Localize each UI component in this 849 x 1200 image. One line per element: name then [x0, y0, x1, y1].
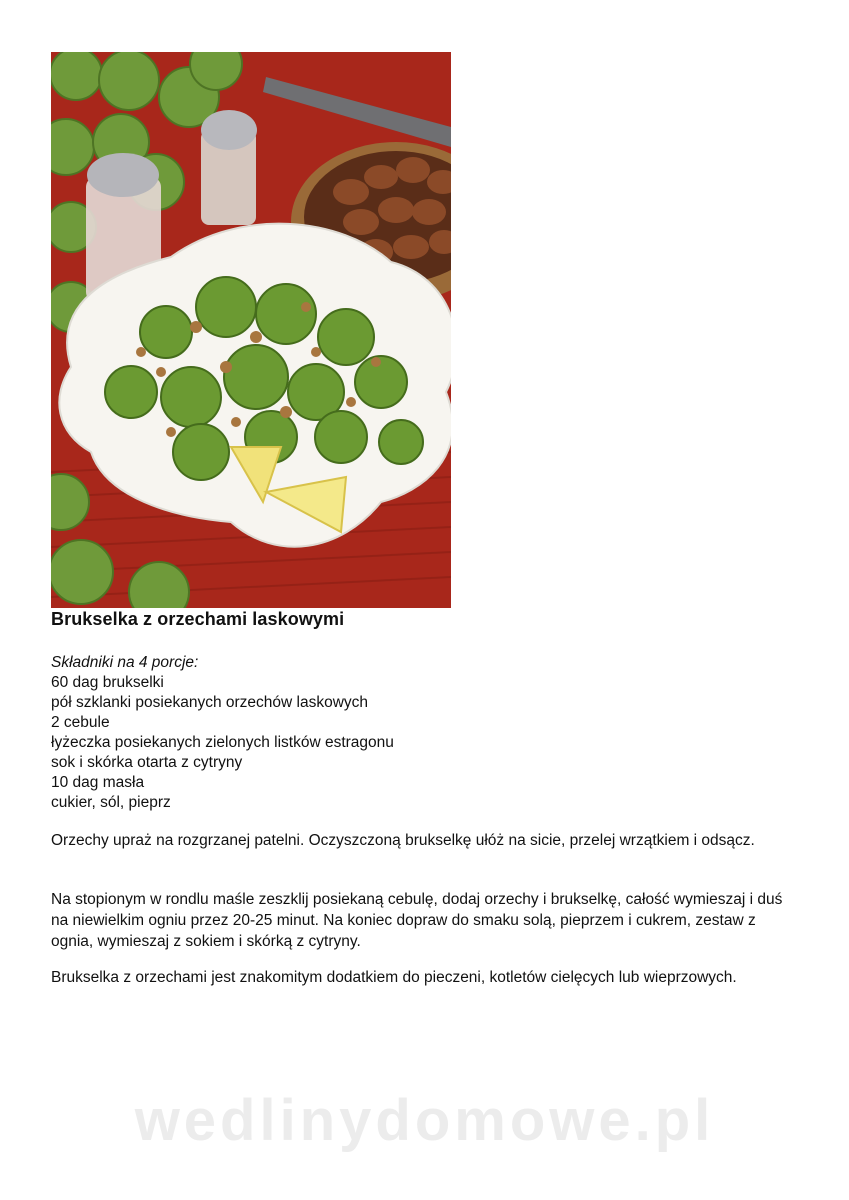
ingredients-section — [51, 653, 771, 813]
ingredient-item: 60 dag brukselki — [51, 674, 164, 691]
recipe-title: Brukselka z orzechami laskowymi — [51, 609, 345, 629]
instruction-paragraph: Orzechy upraż na rozgrzanej patelni. Oczyszczoną brukselkę ułóż na sicie, przelej wrzątkiem i odsącz. — [51, 832, 755, 849]
serving-note-paragraph: Brukselka z orzechami jest znakomitym dodatkiem do pieczeni, kotletów cielęcych lub wieprzowych. — [51, 969, 737, 986]
dish-photo — [51, 52, 451, 608]
ingredients-header: Składniki na 4 porcje: — [51, 654, 199, 671]
watermark: wedlinydomowe.pl — [134, 1088, 715, 1153]
ingredient-item: sok i skórka otarta z cytryny — [51, 754, 243, 771]
ingredient-item: cukier, sól, pieprz — [51, 794, 171, 811]
ingredient-item: pół szklanki posiekanych orzechów laskowych — [51, 694, 369, 711]
ingredients-list — [51, 673, 771, 813]
ingredient-item: 10 dag masła — [51, 774, 145, 791]
instruction-paragraph: Na stopionym w rondlu maśle zeszklij posiekaną cebulę, dodaj orzechy i brukselkę, całość wymieszaj i duś na niewielkim ogniu przez 20-25 minut. Na koniec dopraw do smaku solą, pieprzem i cukrem, zestaw z ognia, wymieszaj z sokiem i skórką z cytryny. — [51, 891, 783, 950]
ingredient-item: 2 cebule — [51, 714, 110, 731]
ingredient-item: łyżeczka posiekanych zielonych listków estragonu — [51, 734, 394, 751]
